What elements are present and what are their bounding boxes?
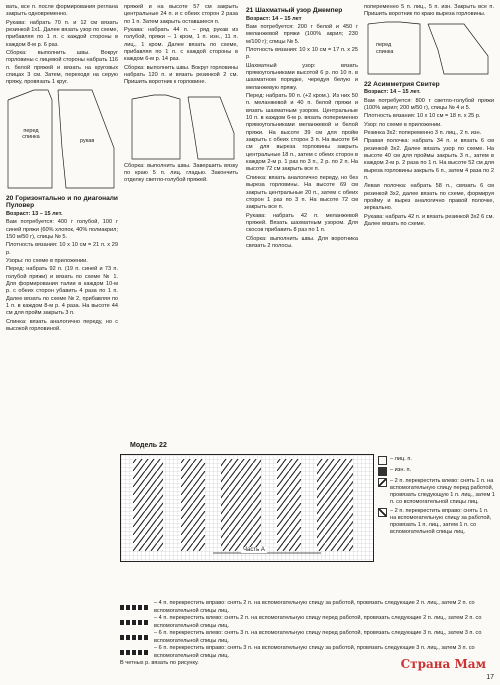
schema-part-label: Часть А: [243, 547, 265, 553]
col2-p4: Сборка: выполнить швы. Завершить вязку по краю 5 п. лиц. гладью. Закончить отделку светло-голубой пряжей.: [124, 162, 238, 184]
col4-p1: попеременно 5 п. лиц., 5 п. изн. Закрыть все п. Пришить воротник по краю выреза горловины.: [364, 4, 494, 18]
col4-p9: Рукава: набрать 42 п. и вязать резинкой 3х2 6 см. Далее вязать по схеме.: [364, 213, 494, 228]
cross-left-icon: [378, 478, 387, 487]
col4-p3: Вам потребуется: 800 г светло-голубой пряжи (100% акрил; 200 м/50 г), спицы № 4 и 5.: [364, 97, 494, 111]
cross-4-left-icon: [120, 620, 150, 625]
column-1: [6, 4, 118, 334]
col1-p8: Перед: набрать 92 п. (19 п. синей и 73 п. голубой пряжи) и вязать по схеме № 1. Для формирования талии в каждом 10-м р. с обеих сторон убавить 4 раза по 1 п. Далее вязать по схеме № 2, прибавляя по 1 п. в каждом 8-м р. 4 раза. На высоте 44 см для пройм закрыть 3 п.: [6, 266, 118, 317]
col3-p6: Спинка: вязать аналогично переду, но без выреза горловины. На высоте 69 см закрыть центральные 20 п., затем с обеих сторон 1 раз по 3 п. На высоте 72 см закрыть все п.: [246, 174, 358, 211]
legend-cross-right-text: – 2 п. перекрестить вправо: снять 1 п. на вспомогательную спицу за работой, провязать 1 п. лиц., затем 1 п. со вспомогательной спицы лиц.: [390, 508, 492, 535]
section-21-title: 21 Шахматный узор Джемпер: [246, 7, 343, 14]
schema-title: Модель 22: [130, 442, 167, 449]
col4-p6: Резинка 3х2: попеременно 3 п. лиц., 2 п. изн.: [364, 130, 482, 136]
legend-purl: [378, 467, 496, 476]
col3-p2: Вам потребуется: 200 г белой и 450 г меланжевой пряжи (100% акрил; 230 м/100 г); спицы № 5.: [246, 23, 358, 45]
col1-p5: Вам потребуется: 400 г голубой, 100 г синей пряжи (60% хлопок, 40% полиакрил; 150 м/50 г), спицы № 5.: [6, 219, 118, 240]
col1-p3: Сборка: выполнить швы. Вокруг горловины с лицевой стороны набрать 116 п. белой пряжей и вязать на круговых спицах 3 см. Затем, переходя на серую пряжу, провязать 1 круг.: [6, 50, 118, 86]
column-4: [364, 4, 494, 229]
section-20-title: 20 Горизонтально и по диагонали Пуловер: [6, 194, 118, 210]
legend-cross-left-text: – 2 п. перекрестить влево: снять 1 п. на вспомогательную спицу перед работой, провязать следующую 1 п. лиц., затем 1 п. со вспомогательной спицы лиц.: [390, 478, 496, 505]
legend-knit: [378, 456, 496, 465]
legend-knit-text: – лиц. п.: [390, 456, 412, 462]
cross-4-right-icon: [120, 605, 150, 610]
diagram-pullover: [124, 93, 238, 163]
col4-p7: Правая полочка: набрать 34 п. и вязать 6 см резинкой 3х2. Далее вязать узор по схеме. На высоте 40 см для проймы закрыть 3 п., затем в каждом 2-м р. 2 раза по 1 п. На высоте 52 см для выреза горловины закрыть 6 п., затем 4 раза по 2 п.: [364, 138, 494, 182]
col4-p5: Узор: по схеме в приложении.: [364, 121, 442, 128]
diagram-label-front: перед: [376, 41, 392, 48]
cross-6-right-icon: [120, 650, 150, 655]
legend-cross-left: [378, 478, 496, 506]
diagram-jumper: [364, 20, 494, 78]
diagram-front-back-sleeve: [6, 88, 118, 192]
col1-p9: Спинка: вязать аналогично переду, но с высокой горловиной.: [6, 318, 118, 333]
schema-legend: [378, 456, 496, 538]
diagram-label-sleeve: рукав: [80, 137, 95, 144]
col1-p7: Узоры: по схеме в приложении.: [6, 258, 88, 265]
page-number: 17: [486, 674, 494, 681]
col2-p2: Рукава: набрать 44 п. – ряд рукав из голубой, пряжи – 1 кром, 1 п. изн., 11 п. лиц., 1 кром. Далее вязать по схеме, прибавляя по 1 п. с каждой стороны в каждом 6-м р. 14 раз.: [124, 27, 238, 63]
knit-symbol-icon: [378, 456, 387, 465]
note-4-text: – 6 п. перекрестить вправо: снять 3 п. на вспомогательную спицу за работой, провязать следующие 3 п. лиц., затем 3 п. со вспомогательной спицы лиц.: [154, 645, 475, 659]
col4-p8: Левая полочка: набрать 58 п., связать 6 см резинкой 3х2, далее вязать по схеме, формируя пройму и вырез аналогично правой полочке, зеркально.: [364, 183, 494, 212]
cross-right-icon: [378, 508, 387, 517]
legend-cross-right: [378, 508, 496, 536]
col3-p1: Возраст: 14 – 15 лет: [246, 15, 302, 22]
section-22-title: 22 Асимметрия Свитер: [364, 80, 440, 88]
col3-p5: Перед: набрать 90 п. (+2 кром.). Из них 50 п. меланжевой и 40 п. белой пряжи и вязать шахматным узором. Центральные 10 п. в каждом 6-м р. вязать попеременно прямоугольниками меланжевой и белой пряжи. На высоте 39 см для пройм закрыть с обеих сторон 3 п. На высоте 64 см для выреза горловины закрыть центральные 18 п., затем с обеих сторон в каждом 2-м р. 1 раз по 3 п., 2 р. по 2 п. На высоте 72 см закрыть все п.: [246, 93, 358, 173]
col1-p2: Рукава: набрать 70 п. и 12 см вязать резинкой 1х1. Далее вязать узор по схеме, прибавляя по 1 п. с каждой стороны в каждом 8-м р. 6 раз.: [6, 19, 118, 48]
col3-p7: Рукава: набрать 42 п. меланжевой пряжей. Вязать шахматным узором. Для скосов прибавить 8 раз по 1 п.: [246, 212, 358, 234]
col3-p8: Сборка: выполнить швы. Для воротника связать 2 полосы.: [246, 235, 358, 249]
note-1: [120, 600, 488, 615]
col4-p2: Возраст: 14 – 15 лет.: [364, 89, 421, 96]
note-5: В четных р. вязать по рисунку.: [120, 660, 199, 666]
note-2: [120, 615, 488, 630]
knitting-schema: [120, 454, 374, 562]
col3-p3: Плотность вязания: 10 х 10 см = 17 п. х 25 р.: [246, 46, 358, 61]
diagram-label-front-back: перед спинка: [22, 127, 40, 141]
note-3: [120, 630, 488, 645]
diagram-label-back: спинка: [376, 48, 394, 55]
site-logo: Страна Мам: [400, 657, 486, 671]
cross-6-left-icon: [120, 635, 150, 640]
note-1-text: – 4 п. перекрестить вправо: снять 2 п. на вспомогательную спицу за работой, провязать следующие 2 п. лиц., затем 2 п. со вспомогательной спицы лиц.: [154, 600, 475, 614]
purl-symbol-icon: [378, 467, 387, 476]
col2-p1: пряжей и на высоте 57 см закрыть центральные 24 п. и с обеих сторон 2 раза по 1 п. Затем закрыть оставшиеся п.: [124, 4, 238, 25]
legend-purl-text: – изн. п.: [390, 467, 412, 473]
column-2: [124, 4, 238, 186]
note-3-text: – 6 п. перекрестить влево: снять 3 п. на вспомогательную спицу перед работой, провязать следующие 3 п. лиц., затем 3 п. со вспомогательной спицы лиц.: [154, 630, 482, 644]
col4-p4: Плотность вязания: 10 х 10 см = 18 п. х 25 р.: [364, 113, 481, 120]
column-3: [246, 4, 358, 251]
col1-p4: Возраст: 13 – 15 лет.: [6, 210, 63, 217]
col1-p6: Плотность вязания: 10 х 10 см = 21 п. х 29 р.: [6, 242, 118, 256]
col2-p3: Сборка: выполнить швы. Вокруг горловины набрать 120 п. и вязать резинкой 2 см. Пришить воротник к горловине.: [124, 64, 238, 86]
col1-p1: вать, все п. после формирования реглана закрыть одновременно.: [6, 4, 118, 18]
col3-p4: Шахматный узор: вязать прямоугольниками высотой 6 р. по 10 п. в шахматном порядке, чередуя белую и меланжевую пряжу.: [246, 62, 358, 91]
note-2-text: – 4 п. перекрестить влево: снять 2 п. на вспомогательную спицу перед работой, провязать следующие 2 п. лиц., затем 2 п. со вспомогательной спицы лиц.: [154, 615, 482, 629]
